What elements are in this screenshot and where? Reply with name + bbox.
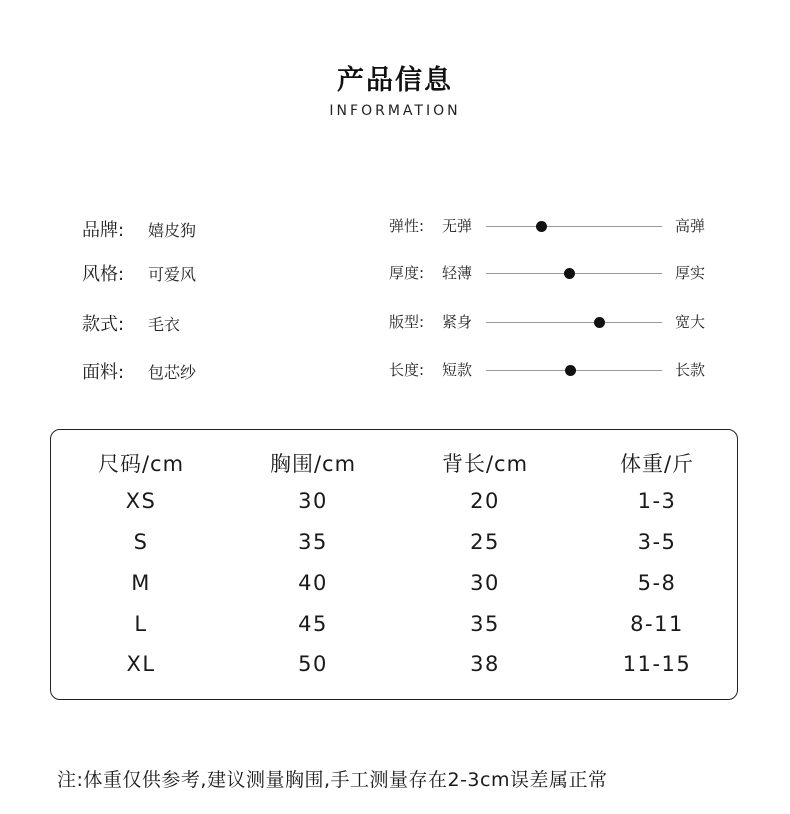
meter-thickness: [389, 262, 719, 286]
attribute-key: 款式:: [82, 314, 125, 335]
meter-low-label: 紧身: [442, 313, 473, 331]
attribute-key: 品牌:: [82, 220, 125, 241]
meter-high-label: 高弹: [675, 217, 706, 235]
meter-elasticity: [389, 215, 719, 239]
table-cell: L: [134, 612, 148, 636]
meter-label: 厚度:: [389, 264, 425, 282]
attribute-type: [82, 310, 181, 336]
meter-dot: [536, 221, 547, 232]
table-cell: M: [131, 571, 151, 595]
table-cell: 35: [298, 530, 328, 554]
table-cell: 40: [298, 571, 328, 595]
table-cell: S: [133, 530, 149, 554]
table-cell: 11-15: [622, 652, 692, 676]
meter-high-label: 厚实: [675, 264, 706, 282]
table-cell: 20: [470, 489, 500, 513]
attribute-value: 嬉皮狗: [148, 221, 197, 240]
table-cell: XS: [125, 489, 157, 513]
table-cell: 30: [470, 571, 500, 595]
attribute-key: 面料:: [82, 362, 125, 383]
page-subtitle: INFORMATION: [329, 103, 461, 119]
meter-high-label: 宽大: [675, 313, 706, 331]
weight-header: 体重/斤: [619, 452, 695, 476]
page-title: 产品信息: [337, 65, 453, 96]
meter-track: [486, 226, 662, 227]
meter-dot: [594, 317, 605, 328]
meter-label: 弹性:: [389, 217, 425, 235]
meter-dot: [565, 365, 576, 376]
attribute-fabric: [82, 358, 197, 384]
meter-label: 版型:: [389, 313, 425, 331]
table-cell: 1-3: [637, 489, 677, 513]
meter-track: [486, 273, 662, 274]
meter-low-label: 无弹: [442, 217, 473, 235]
table-cell: 50: [298, 652, 328, 676]
meter-high-label: 长款: [675, 361, 706, 379]
meter-fit: [389, 311, 719, 335]
attribute-brand: [82, 216, 197, 242]
table-cell: XL: [126, 652, 156, 676]
footnote: 注:体重仅供参考,建议测量胸围,手工测量存在2-3cm误差属正常: [57, 769, 608, 791]
table-cell: 25: [470, 530, 500, 554]
back-length-header: 背长/cm: [441, 452, 529, 476]
meter-low-label: 轻薄: [442, 264, 473, 282]
size-header: 尺码/cm: [97, 452, 185, 476]
table-cell: 30: [298, 489, 328, 513]
chest-header: 胸围/cm: [269, 452, 357, 476]
table-cell: 5-8: [637, 571, 677, 595]
size-table: [50, 429, 738, 700]
attribute-value: 毛衣: [148, 315, 181, 334]
meter-low-label: 短款: [442, 361, 473, 379]
table-cell: 38: [470, 652, 500, 676]
table-cell: 35: [470, 612, 500, 636]
attribute-value: 可爱风: [148, 265, 197, 284]
meter-dot: [564, 268, 575, 279]
table-cell: 3-5: [637, 530, 677, 554]
attribute-value: 包芯纱: [148, 363, 197, 382]
table-cell: 45: [298, 612, 328, 636]
meter-length: [389, 359, 719, 383]
attribute-style: [82, 260, 197, 286]
meter-track: [486, 370, 662, 371]
meter-label: 长度:: [389, 361, 425, 379]
meter-track: [486, 322, 662, 323]
attribute-key: 风格:: [82, 264, 125, 285]
table-cell: 8-11: [630, 612, 684, 636]
